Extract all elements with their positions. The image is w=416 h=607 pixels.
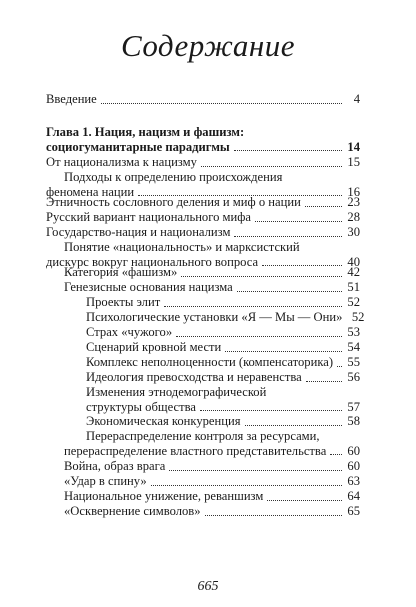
toc-entry-page: 60 xyxy=(347,443,360,458)
dot-leader xyxy=(201,165,342,167)
toc-entry[interactable] xyxy=(64,459,360,474)
toc-entry[interactable] xyxy=(86,295,360,310)
toc-entry-title: Проекты элит xyxy=(86,295,161,309)
toc-entry[interactable] xyxy=(64,444,360,459)
toc-entry-page: 65 xyxy=(347,504,360,518)
toc-entry[interactable] xyxy=(46,225,360,240)
toc-entry-title: Категория «фашизм» xyxy=(64,265,178,279)
dot-leader xyxy=(337,365,342,367)
toc-entry-page: 64 xyxy=(347,489,360,503)
toc-entry-page: 23 xyxy=(347,195,360,209)
toc-entry[interactable] xyxy=(46,92,360,107)
toc-entry[interactable] xyxy=(64,474,360,489)
dot-leader xyxy=(234,235,342,237)
toc-entry-page: 30 xyxy=(347,225,360,239)
toc-entry-title: Война, образ врага xyxy=(64,459,166,473)
toc-entry-title: перераспределение властного представительства xyxy=(64,443,327,458)
dot-leader xyxy=(176,335,342,337)
dot-leader xyxy=(101,102,342,104)
toc-entry-page: 53 xyxy=(347,325,360,339)
toc-entry[interactable] xyxy=(86,370,360,385)
toc-entry-title-line: Изменения этнодемографической xyxy=(86,385,267,399)
toc-entry-title: Комплекс неполноценности (компенсаторика) xyxy=(86,355,334,369)
toc-entry[interactable] xyxy=(46,140,360,155)
toc-entry-title: структуры общества xyxy=(86,399,196,414)
toc-entry-page: 4 xyxy=(353,92,360,106)
dot-leader xyxy=(255,220,342,222)
toc-entry-page: 42 xyxy=(347,265,360,279)
toc-entry-title-line: Понятие «национальность» и марксистский xyxy=(64,240,300,254)
toc-entry-page: 15 xyxy=(347,155,360,169)
toc-entry-title: Психологические установки «Я — Мы — Они» xyxy=(86,310,343,324)
toc-entry-title-line: Перераспределение контроля за ресурсами, xyxy=(86,429,320,443)
dot-leader xyxy=(225,350,342,352)
toc-entry-title: социогуманитарные парадигмы xyxy=(46,139,230,154)
dot-leader xyxy=(305,205,342,207)
toc-entry-page: 52 xyxy=(351,310,365,324)
toc-entry[interactable] xyxy=(64,265,360,280)
toc-entry-page: 14 xyxy=(347,139,360,154)
toc-entry[interactable] xyxy=(86,355,360,370)
dot-leader xyxy=(234,149,342,151)
page-number: 665 xyxy=(197,579,219,594)
toc-entry-page: 55 xyxy=(347,355,360,369)
toc-entry-title: Русский вариант национального мифа xyxy=(46,210,251,224)
toc-entry-page: 16 xyxy=(347,184,360,199)
dot-leader xyxy=(267,499,342,501)
toc-entry-title: Этничность сословного деления и миф о нации xyxy=(46,195,301,209)
toc-entry[interactable] xyxy=(86,340,360,355)
dot-leader xyxy=(306,380,342,382)
toc-entry[interactable] xyxy=(64,489,360,504)
toc-entry-title: Экономическая конкуренция xyxy=(86,414,241,428)
toc-entry-page: 52 xyxy=(347,295,360,309)
toc-entry-title: дискурс вокруг национального вопроса xyxy=(46,254,259,269)
toc-entry-page: 60 xyxy=(347,459,360,473)
toc-entry-page: 58 xyxy=(347,414,360,428)
toc-entry-page: 63 xyxy=(347,474,360,488)
toc-entry-title: Введение xyxy=(46,92,97,106)
toc-entry-page: 56 xyxy=(347,370,360,384)
toc-entry[interactable] xyxy=(86,310,365,325)
toc-entry[interactable] xyxy=(46,210,360,225)
toc-entry-page: 28 xyxy=(347,210,360,224)
dot-leader xyxy=(205,514,342,516)
toc-entry-title: «Осквернение символов» xyxy=(64,504,201,518)
dot-leader xyxy=(200,409,342,411)
toc-entry-title: «Удар в спину» xyxy=(64,474,147,488)
toc-entry-page: 57 xyxy=(347,399,360,414)
dot-leader xyxy=(330,453,342,455)
dot-leader xyxy=(151,484,342,486)
toc-entry-page: 54 xyxy=(347,340,360,354)
dot-leader xyxy=(237,290,342,292)
toc-entry-title-line: Подходы к определению происхождения xyxy=(64,170,283,184)
toc-entry[interactable] xyxy=(86,325,360,340)
toc-entry-page: 51 xyxy=(347,280,360,294)
toc-entry[interactable] xyxy=(64,504,360,519)
toc-entry-title: От национализма к нацизму xyxy=(46,155,197,169)
page-title: Содержание xyxy=(120,28,296,63)
toc-entry-title: Сценарий кровной мести xyxy=(86,340,222,354)
toc-entry-title: Национальное унижение, реваншизм xyxy=(64,489,264,503)
toc-entry-title: Генезисные основания нацизма xyxy=(64,280,233,294)
toc-entry[interactable] xyxy=(46,195,360,210)
toc-entry[interactable] xyxy=(86,400,360,415)
dot-leader xyxy=(169,469,342,471)
dot-leader xyxy=(181,275,342,277)
toc-entry-title-line: Глава 1. Нация, нацизм и фашизм: xyxy=(46,125,245,139)
toc-entry[interactable] xyxy=(86,414,360,429)
dot-leader xyxy=(245,424,342,426)
toc-entry[interactable] xyxy=(46,155,360,170)
toc-entry-page: 40 xyxy=(347,254,360,269)
toc-entry-title: Идеология превосходства и неравенства xyxy=(86,370,302,384)
toc-entry-title: Страх «чужого» xyxy=(86,325,173,339)
toc-entry-title: Государство-нация и национализм xyxy=(46,225,231,239)
toc-entry-title: феномена нации xyxy=(46,184,135,199)
dot-leader xyxy=(164,305,342,307)
toc-entry[interactable] xyxy=(64,280,360,295)
